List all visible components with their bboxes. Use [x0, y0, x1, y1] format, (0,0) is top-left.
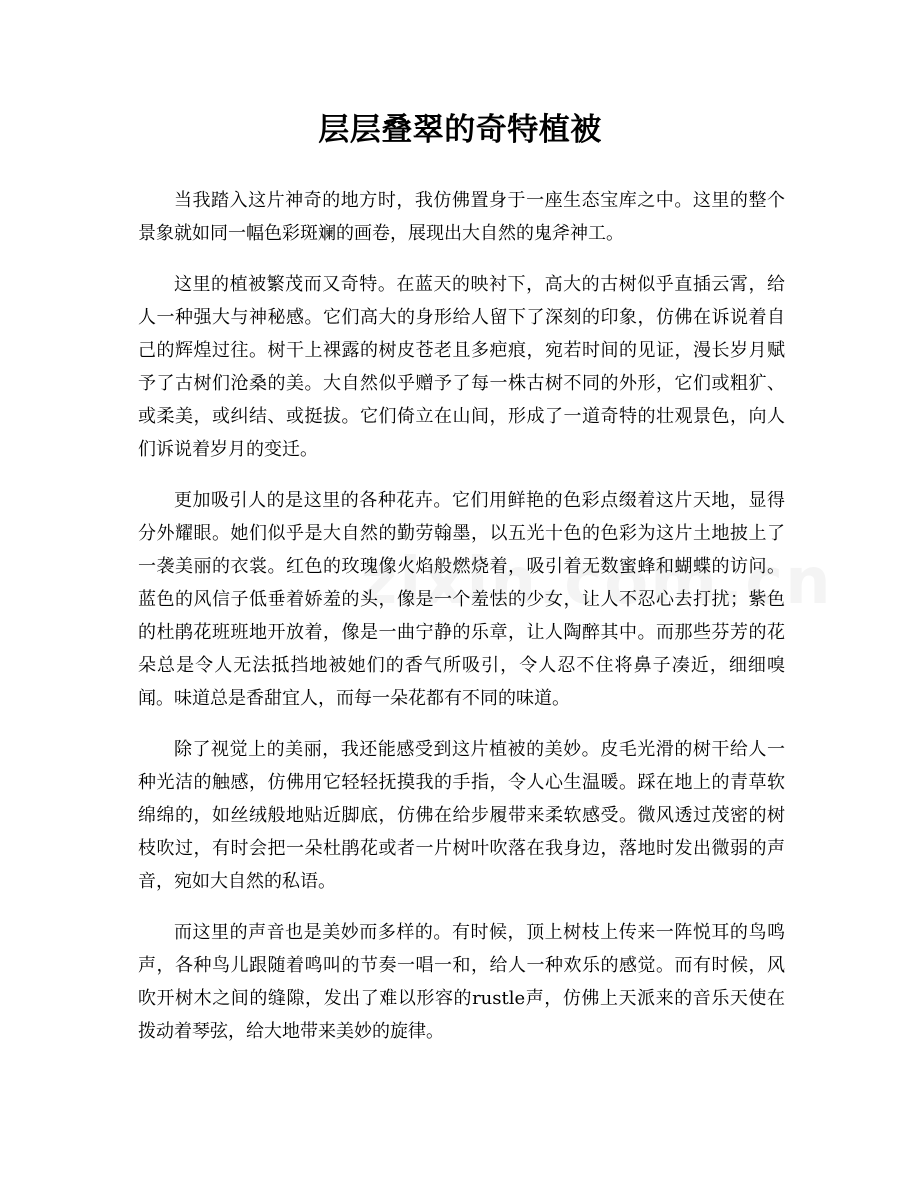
paragraph-3: 更加吸引人的是这里的各种花卉。它们用鲜艳的色彩点缀着这片天地，显得分外耀眼。她们似乎是大自然的勤劳翰墨，以五光十色的色彩为这片土地披上了一袭美丽的衣裳。红色的玫瑰像火焰般燃烧着，吸引着无数蜜蜂和蝴蝶的访问。蓝色的风信子低垂着娇羞的头，像是一个羞怯的少女，让人不忍心去打扰；紫色的杜鹃花班班地开放着，像是一曲宁静的乐章，让人陶醉其中。而那些芬芳的花朵总是令人无法抵挡地被她们的香气所吸引，令人忍不住将鼻子凑近，细细嗅闻。味道总是香甜宜人，而每一朵花都有不同的味道。 — [138, 490, 785, 709]
document-body — [138, 184, 785, 1066]
paragraph-1: 当我踏入这片神奇的地方时，我仿佛置身于一座生态宝库之中。这里的整个景象就如同一幅色彩斑斓的画卷，展现出大自然的鬼斧神工。 — [138, 190, 785, 244]
paragraph-5: 而这里的声音也是美妙而多样的。有时候，顶上树枝上传来一阵悦耳的鸟鸣声，各种鸟儿跟随着鸣叫的节奏一唱一和，给人一种欢乐的感觉。而有时候，风吹开树木之间的缝隙，发出了难以形容的rustle声，仿佛上天派来的音乐天使在拨动着琴弦，给大地带来美妙的旋律。 — [138, 922, 785, 1042]
paragraph-2: 这里的植被繁茂而又奇特。在蓝天的映衬下，高大的古树似乎直插云霄，给人一种强大与神秘感。它们高大的身形给人留下了深刻的印象，仿佛在诉说着自己的辉煌过往。树干上裸露的树皮苍老且多疤痕，宛若时间的见证，漫长岁月赋予了古树们沧桑的美。大自然似乎赠予了每一株古树不同的外形，它们或粗犷、或柔美，或纠结、或挺拔。它们倚立在山间，形成了一道奇特的壮观景色，向人们诉说着岁月的变迁。 — [138, 274, 785, 460]
document-title: 层层叠翠的奇特植被 — [318, 112, 602, 148]
paragraph-4: 除了视觉上的美丽，我还能感受到这片植被的美妙。皮毛光滑的树干给人一种光洁的触感，仿佛用它轻轻抚摸我的手指，令人心生温暖。踩在地上的青草软绵绵的，如丝绒般地贴近脚底，仿佛在给步履带来柔软感受。微风透过茂密的树枝吹过，有时会把一朵杜鹃花或者一片树叶吹落在我身边，落地时发出微弱的声音，宛如大自然的私语。 — [138, 739, 785, 892]
